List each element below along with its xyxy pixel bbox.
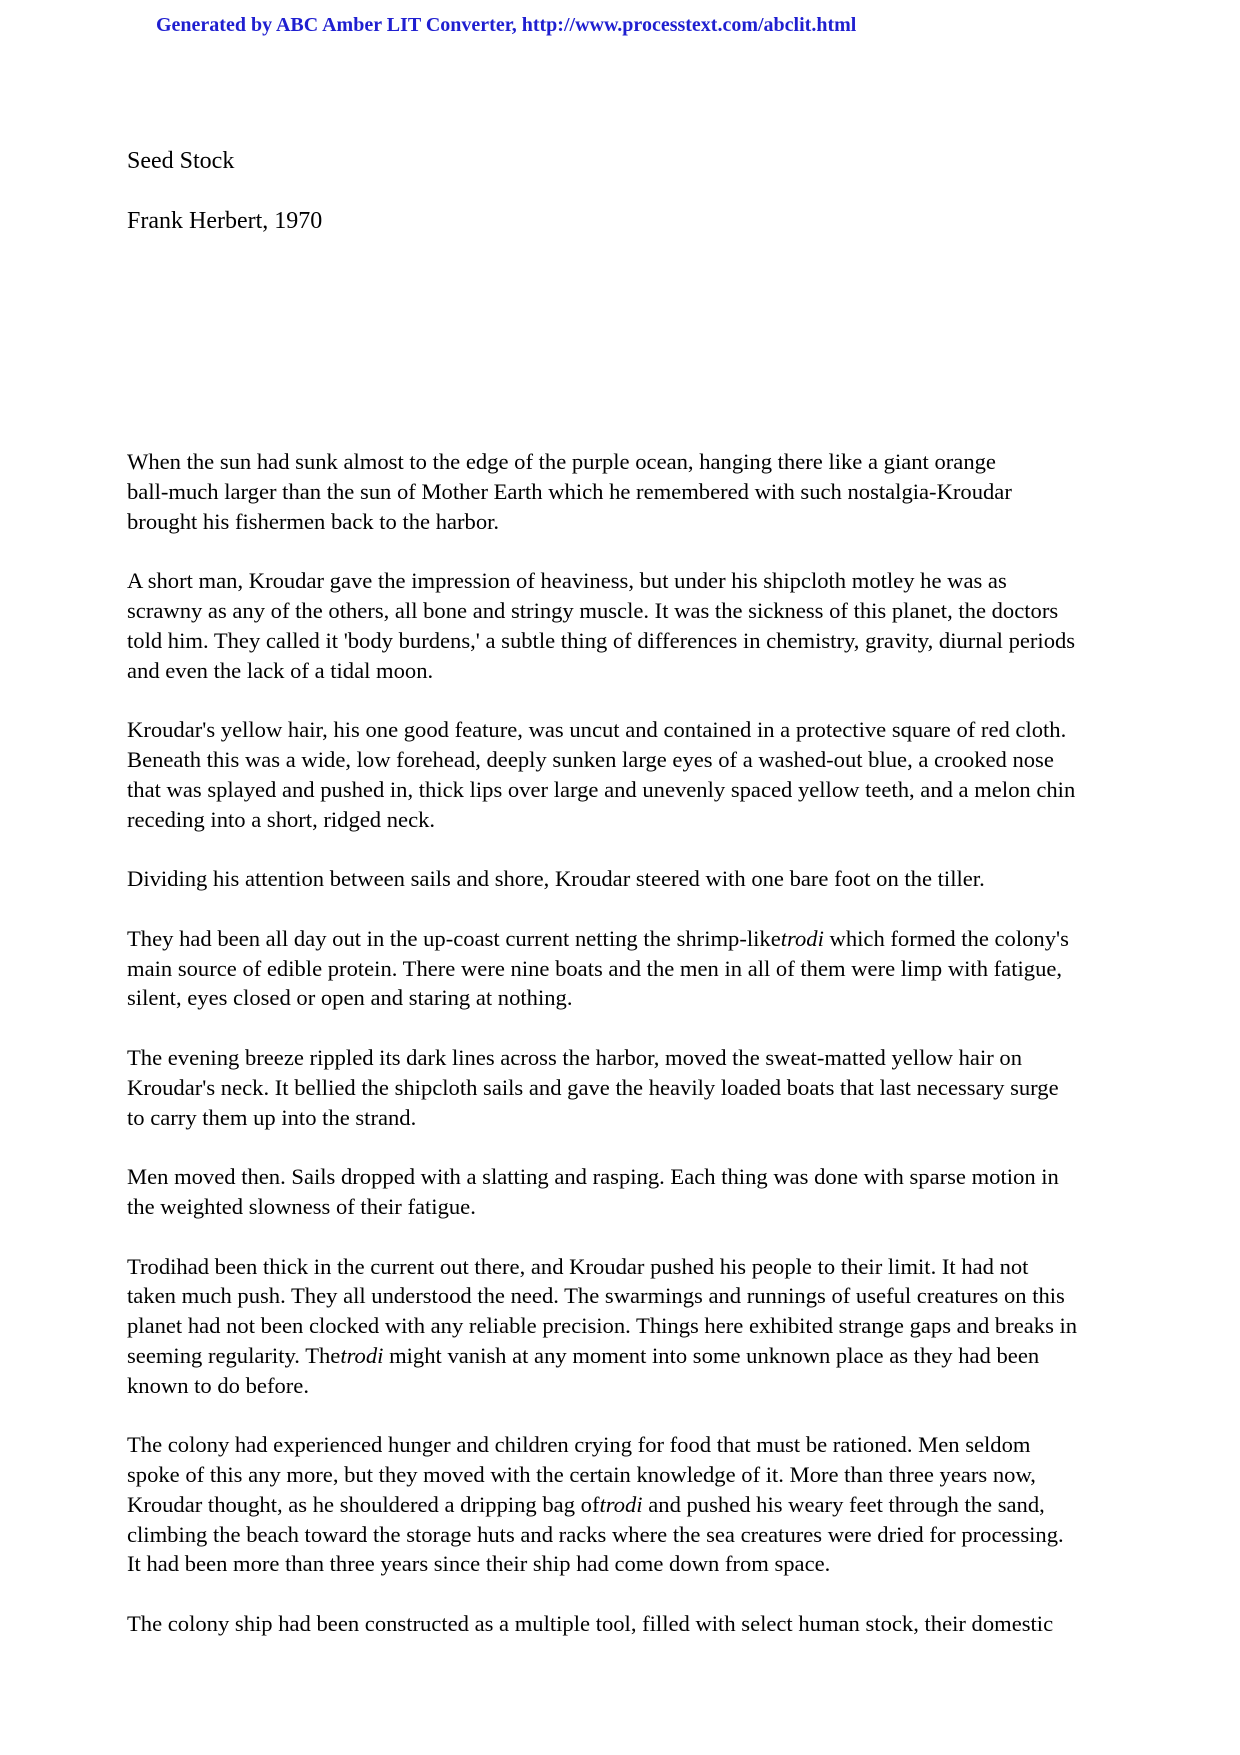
story-paragraph bbox=[127, 1043, 1127, 1132]
story-paragraph bbox=[127, 1430, 1127, 1579]
story-paragraph bbox=[127, 1609, 1127, 1639]
paragraph-text: When the sun had sunk almost to the edge of the purple ocean, hanging there like a giant orange ball-much larger than the sun of Mother Earth which he remembered with such nostalgia-Kroudar brought his fishermen back to the harbor. bbox=[127, 449, 1012, 534]
paragraph-text: Men moved then. Sails dropped with a slatting and rasping. Each thing was done with sparse motion in the weighted slowness of their fatigue. bbox=[127, 1164, 1059, 1219]
story-paragraph bbox=[127, 924, 1127, 1013]
paragraph-text: which formed the colony's main source of edible protein. There were nine boats and the men in all of them were limp with fatigue, silent, eyes closed or open and staring at nothing. bbox=[127, 925, 1069, 1011]
italic-term: trodi bbox=[340, 1342, 384, 1368]
paragraph-text: The colony ship had been constructed as a multiple tool, filled with select human stock, their domestic bbox=[127, 1611, 1054, 1637]
author-byline: Frank Herbert, 1970 bbox=[127, 208, 323, 234]
paragraph-text: might vanish at any moment into some unknown place as they had been known to do before. bbox=[127, 1342, 1040, 1398]
story-paragraph bbox=[127, 1162, 1127, 1222]
story-paragraph bbox=[127, 1252, 1127, 1401]
paragraph-text: The evening breeze rippled its dark lines across the harbor, moved the sweat-matted yellow hair on Kroudar's neck. It bellied the shipcloth sails and gave the heavily loaded boats that last necessary surge to carry them up into the strand. bbox=[127, 1044, 1059, 1130]
paragraph-text: Dividing his attention between sails and shore, Kroudar steered with one bare foot on the tiller. bbox=[127, 866, 985, 892]
story-paragraph bbox=[127, 566, 1127, 685]
italic-term: trodi bbox=[599, 1491, 643, 1517]
italic-term: trodi bbox=[780, 925, 824, 951]
paragraph-text: Trodihad been thick in the current out there, and Kroudar pushed his people to their limit. It had not taken much push. They all understood the need. The swarmings and runnings of useful creatures on this planet had not been clocked with any reliable precision. Things here exhibited strange gaps and breaks in seeming regularity. The bbox=[127, 1253, 1078, 1368]
paragraph-text: and pushed his weary feet through the sand, climbing the beach toward the storage huts and racks where the sea creatures were dried for processing. It had been more than three years since their ship had come down from space. bbox=[127, 1491, 1064, 1577]
generator-banner[interactable]: Generated by ABC Amber LIT Converter, http://www.processtext.com/abclit.html bbox=[156, 14, 857, 36]
story-body bbox=[127, 447, 1127, 1669]
paragraph-text: A short man, Kroudar gave the impression of heaviness, but under his shipcloth motley he was as scrawny as any of the others, all bone and stringy muscle. It was the sickness of this planet, the doctors told him. They called it 'body burdens,' a subtle thing of differences in chemistry, gravity, diurnal periods and even the lack of a tidal moon. bbox=[127, 568, 1076, 683]
story-paragraph bbox=[127, 447, 1127, 536]
paragraph-text: The colony had experienced hunger and children crying for food that must be rationed. Men seldom spoke of this any more, but they moved with the certain knowledge of it. More than three years now, Kroudar thought, as he shouldered a dripping bag of bbox=[127, 1432, 1036, 1517]
story-title: Seed Stock bbox=[127, 148, 235, 174]
paragraph-text: They had been all day out in the up-coast current netting the shrimp-like bbox=[127, 925, 781, 951]
paragraph-text: Kroudar's yellow hair, his one good feature, was uncut and contained in a protective square of red cloth. Beneath this was a wide, low forehead, deeply sunken large eyes of a washed-out blue, a crooked nose that was splayed and pushed in, thick lips over large and unevenly spaced yellow teeth, and a melon chin receding into a short, ridged neck. bbox=[127, 717, 1076, 832]
story-paragraph bbox=[127, 864, 1127, 894]
story-paragraph bbox=[127, 715, 1127, 834]
